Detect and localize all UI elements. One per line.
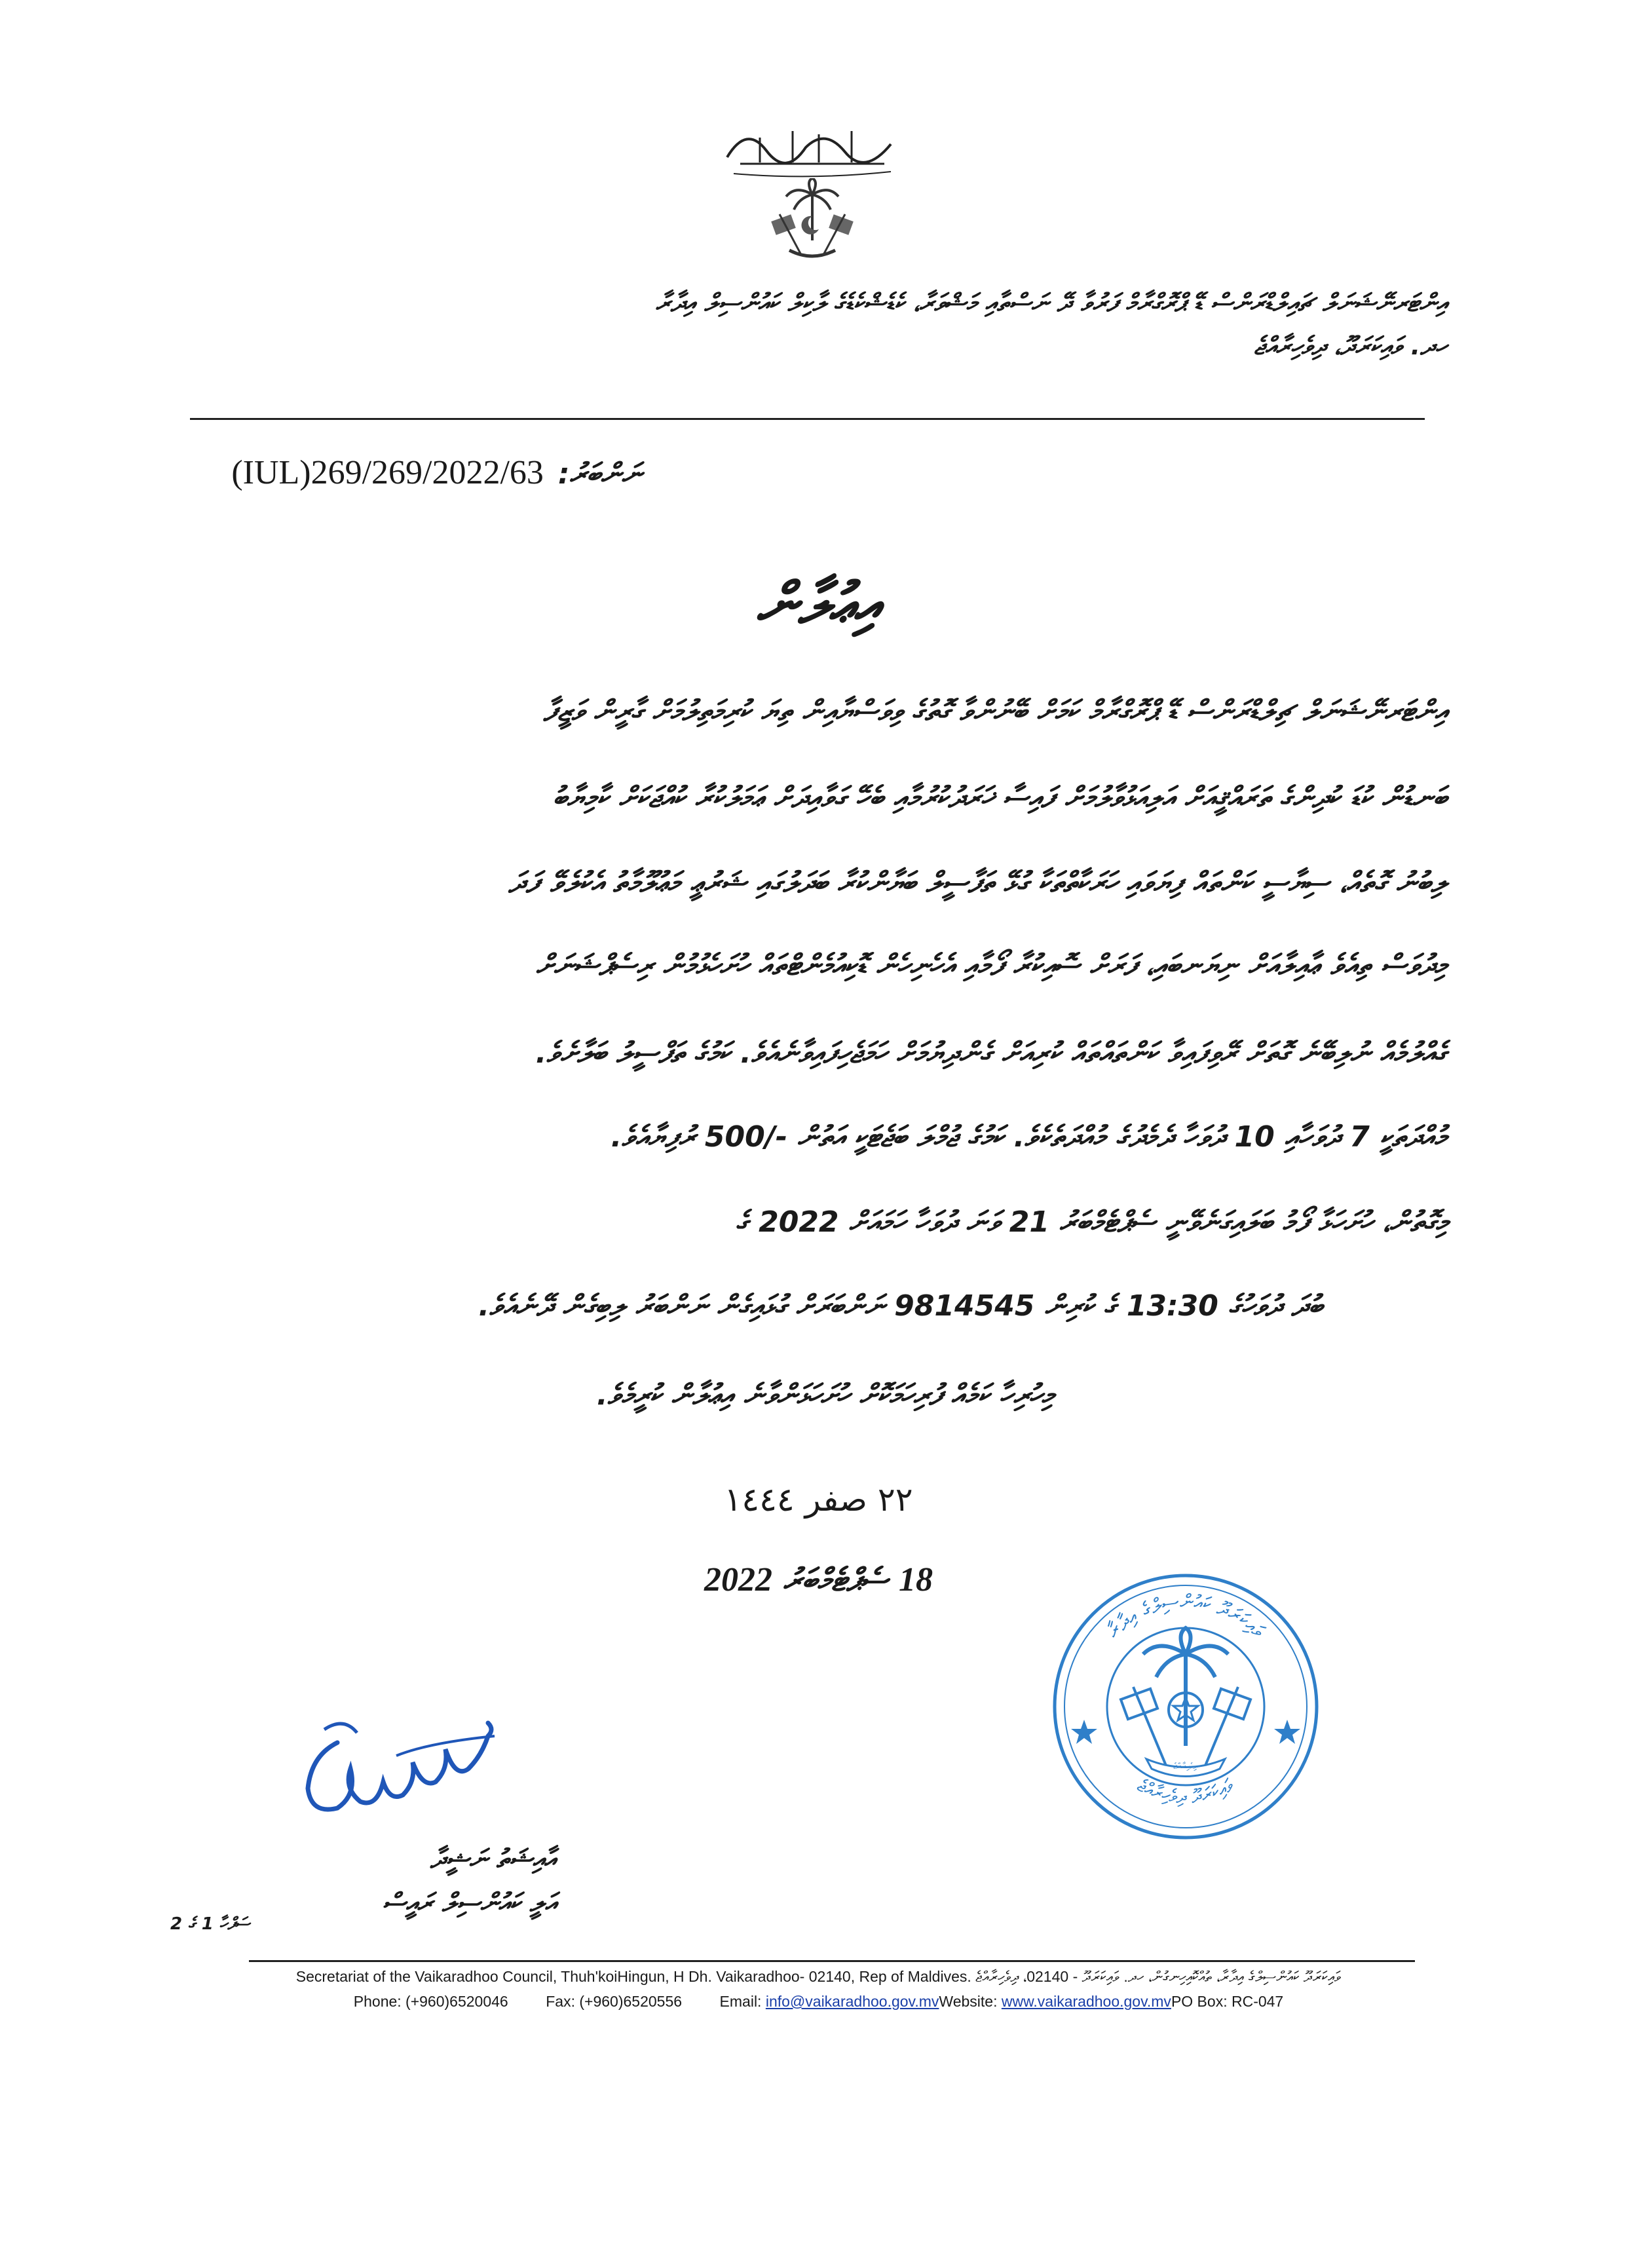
body-paragraph-line: މިދުވަސް ތިއެވެ ޢާއިލާއަށް ނިޔަނބައި، ފަރަށް ސޮއިކުރާ ފޯމާއި އެހެނިހެން ޑޮކިއުމެންޓްތައް ހުށަހެޅުމުން ރިސެޕްޝަނަށް [536, 949, 1447, 982]
seal-ribbon-text: ދިވެހިރާއްޖެ [1173, 1762, 1198, 1771]
hijri-date: ٢٢ صفر ١٤٤٤ [724, 1481, 913, 1519]
footer-divider [249, 1960, 1415, 1962]
seal-ring-text: ވައިކަރަދޫ ކައުންސިލްގެ އިދާރާ [1102, 1590, 1270, 1643]
seal-bottom-text: ވައިކަރަދޫ ދިވެހިރާއްޖެ [1133, 1774, 1238, 1808]
council-seal [1048, 1569, 1323, 1844]
footer-email-label: Email: [719, 1993, 762, 2010]
gregorian-date [0, 1560, 1637, 1599]
date-year: 2022 [704, 1561, 772, 1598]
reference-number: (IUL)269/269/2022/63 [231, 454, 544, 491]
body-paragraph-line: ބުދަ ދުވަހުގެ 13:30 ގެ ކުރިން 9814545 ނަންބަރަށް ގުޅައިގެން ނަންބަރު ލިބިގެން ދޭނެއެވެ. [478, 1289, 1323, 1323]
body-paragraph-line: މިގޮތުން، ހުށަހަޅާ ފޯމު ބަލައިގަނެވޭނީ ސެޕްޓެމްބަރު 21 ވަނަ ދުވަހާ ހަމައަށް 2022 ގެ [736, 1205, 1447, 1239]
handwritten-signature [298, 1716, 514, 1828]
body-paragraph-line: ލިބުނު ގޮތެއް، ސިޔާސީ ކަންތައް ފިޔަވައި ހަރަކާތްތަކާ ގުޅޭ ތަފާސީލް ބަޔާންކުރާ ބަދަލުގައި ޝަރުޢީ މަޢުލޫމާތު އެކުލެވޭ ފަދަ [508, 866, 1447, 899]
bismillah-calligraphy [721, 111, 904, 183]
national-emblem-icon [760, 178, 865, 267]
footer-website-link[interactable]: www.vaikaradhoo.gov.mv [1001, 1993, 1171, 2010]
signatory-title: އަލީ ކައުންސިލް ރައީސް [383, 1888, 556, 1918]
closing-line: މިހުރިހާ ކަމެއް ފުރިހަމަކޮށް ހުށަހަޅަންވާނެ އިޢުލާން ކުރީމެވެ. [596, 1378, 1053, 1412]
office-header-line: އިންޓަރނޭޝަނަލް ޗައިލްޑްރަންސް ޑޭ ޕްރޮގްރާމް ފަރުވާ ދޭ ނަސްތާއި މަޝްވަރާ، ކެޑެޝްކެޑެގެ ލާކިލް ކައުންސިލް އިދާރާ [655, 288, 1447, 317]
footer-contacts [0, 1993, 1637, 2011]
header-divider [190, 418, 1425, 420]
footer-fax: Fax: (+960)6520556 [546, 1993, 683, 2010]
date-day: 18 [899, 1561, 933, 1598]
reference-number-row [231, 453, 641, 492]
footer-po-box: PO Box: RC-047 [1171, 1993, 1284, 2010]
body-paragraph-line: ބަނޑުން ކުޑަ ކުދިންގެ ތަރައްޤީއަށް އަލިއަޅުވާލުމަށް ފައިސާ ޚަރަދުކުރުމާއި ބެހޭ ގަވާއިދަށް ޢަމަލުކުރާ ކުއްޖަކަށް ކާމިޔާބު [553, 781, 1447, 814]
footer-phone: Phone: (+960)6520046 [353, 1993, 508, 2010]
footer-address-english: Secretariat of the Vaikaradhoo Council, Thuh'koiHingun, H Dh. Vaikaradhoo- 02140, Rep of Maldives. [295, 1968, 971, 1985]
footer-email-link[interactable]: info@vaikaradhoo.gov.mv [765, 1993, 939, 2010]
page-number: ސަފްހާ 1 ގެ 2 [170, 1914, 250, 1934]
date-month: ސެޕްޓެމްބަރު [783, 1562, 888, 1598]
footer-address-dhivehi: ވައިކަރަދޫ ކައުންސިލްގެ އިދާރާ، ތުއްކޮއިހިނގުން، ހދ. ވައިކަރަދޫ - 02140، ދިވެހިރާއްޖެ [975, 1968, 1342, 1985]
body-paragraph-line: އިންޓަރނޭޝަނަލް ޗިލްޑްރަންސް ޑޭ ޕްރޮގްރާމް ކަމަށް ބޭނުންވާ ގޮތުގެ ވިވަސްޔާއިން ތިޔަ ކުރިމަތިލުމަށް ގާރީން ވަޒީފާ [543, 694, 1447, 728]
page-title: އިޢުލާން [756, 570, 881, 637]
body-paragraph-line: މުއްދަތަކީ 7 ދުވަހާއި 10 ދުވަހާ ދެމެދުގެ މުއްދަތެކެވެ. ކަމުގެ ޖުމްލަ ބަޖެޓަކީ އަތުން -/500 ރުފިޔާއެވެ. [611, 1120, 1447, 1154]
footer-address [0, 1968, 1637, 1986]
signatory-name: އާއިޝަތު ނަޝީދާ [430, 1844, 556, 1874]
reference-label: ނަންބަރު: [557, 457, 641, 491]
body-paragraph-line: ގެއްލުމެއް ނުލިބޭނެ ގޮތަށް ރޭވިފައިވާ ކަންތައްތައް ކުރިއަށް ގެންދިޔުމަށް ހަމަޖެހިފައިވާނެއެވެ. ކަމުގެ ތަފްސީލު ބަލާށެވެ. [535, 1036, 1447, 1070]
footer-website-label: Website: [939, 1993, 998, 2010]
office-address-line: ހދ. ވައިކަރަދޫ، ދިވެހިރާއްޖެ [1254, 331, 1447, 360]
